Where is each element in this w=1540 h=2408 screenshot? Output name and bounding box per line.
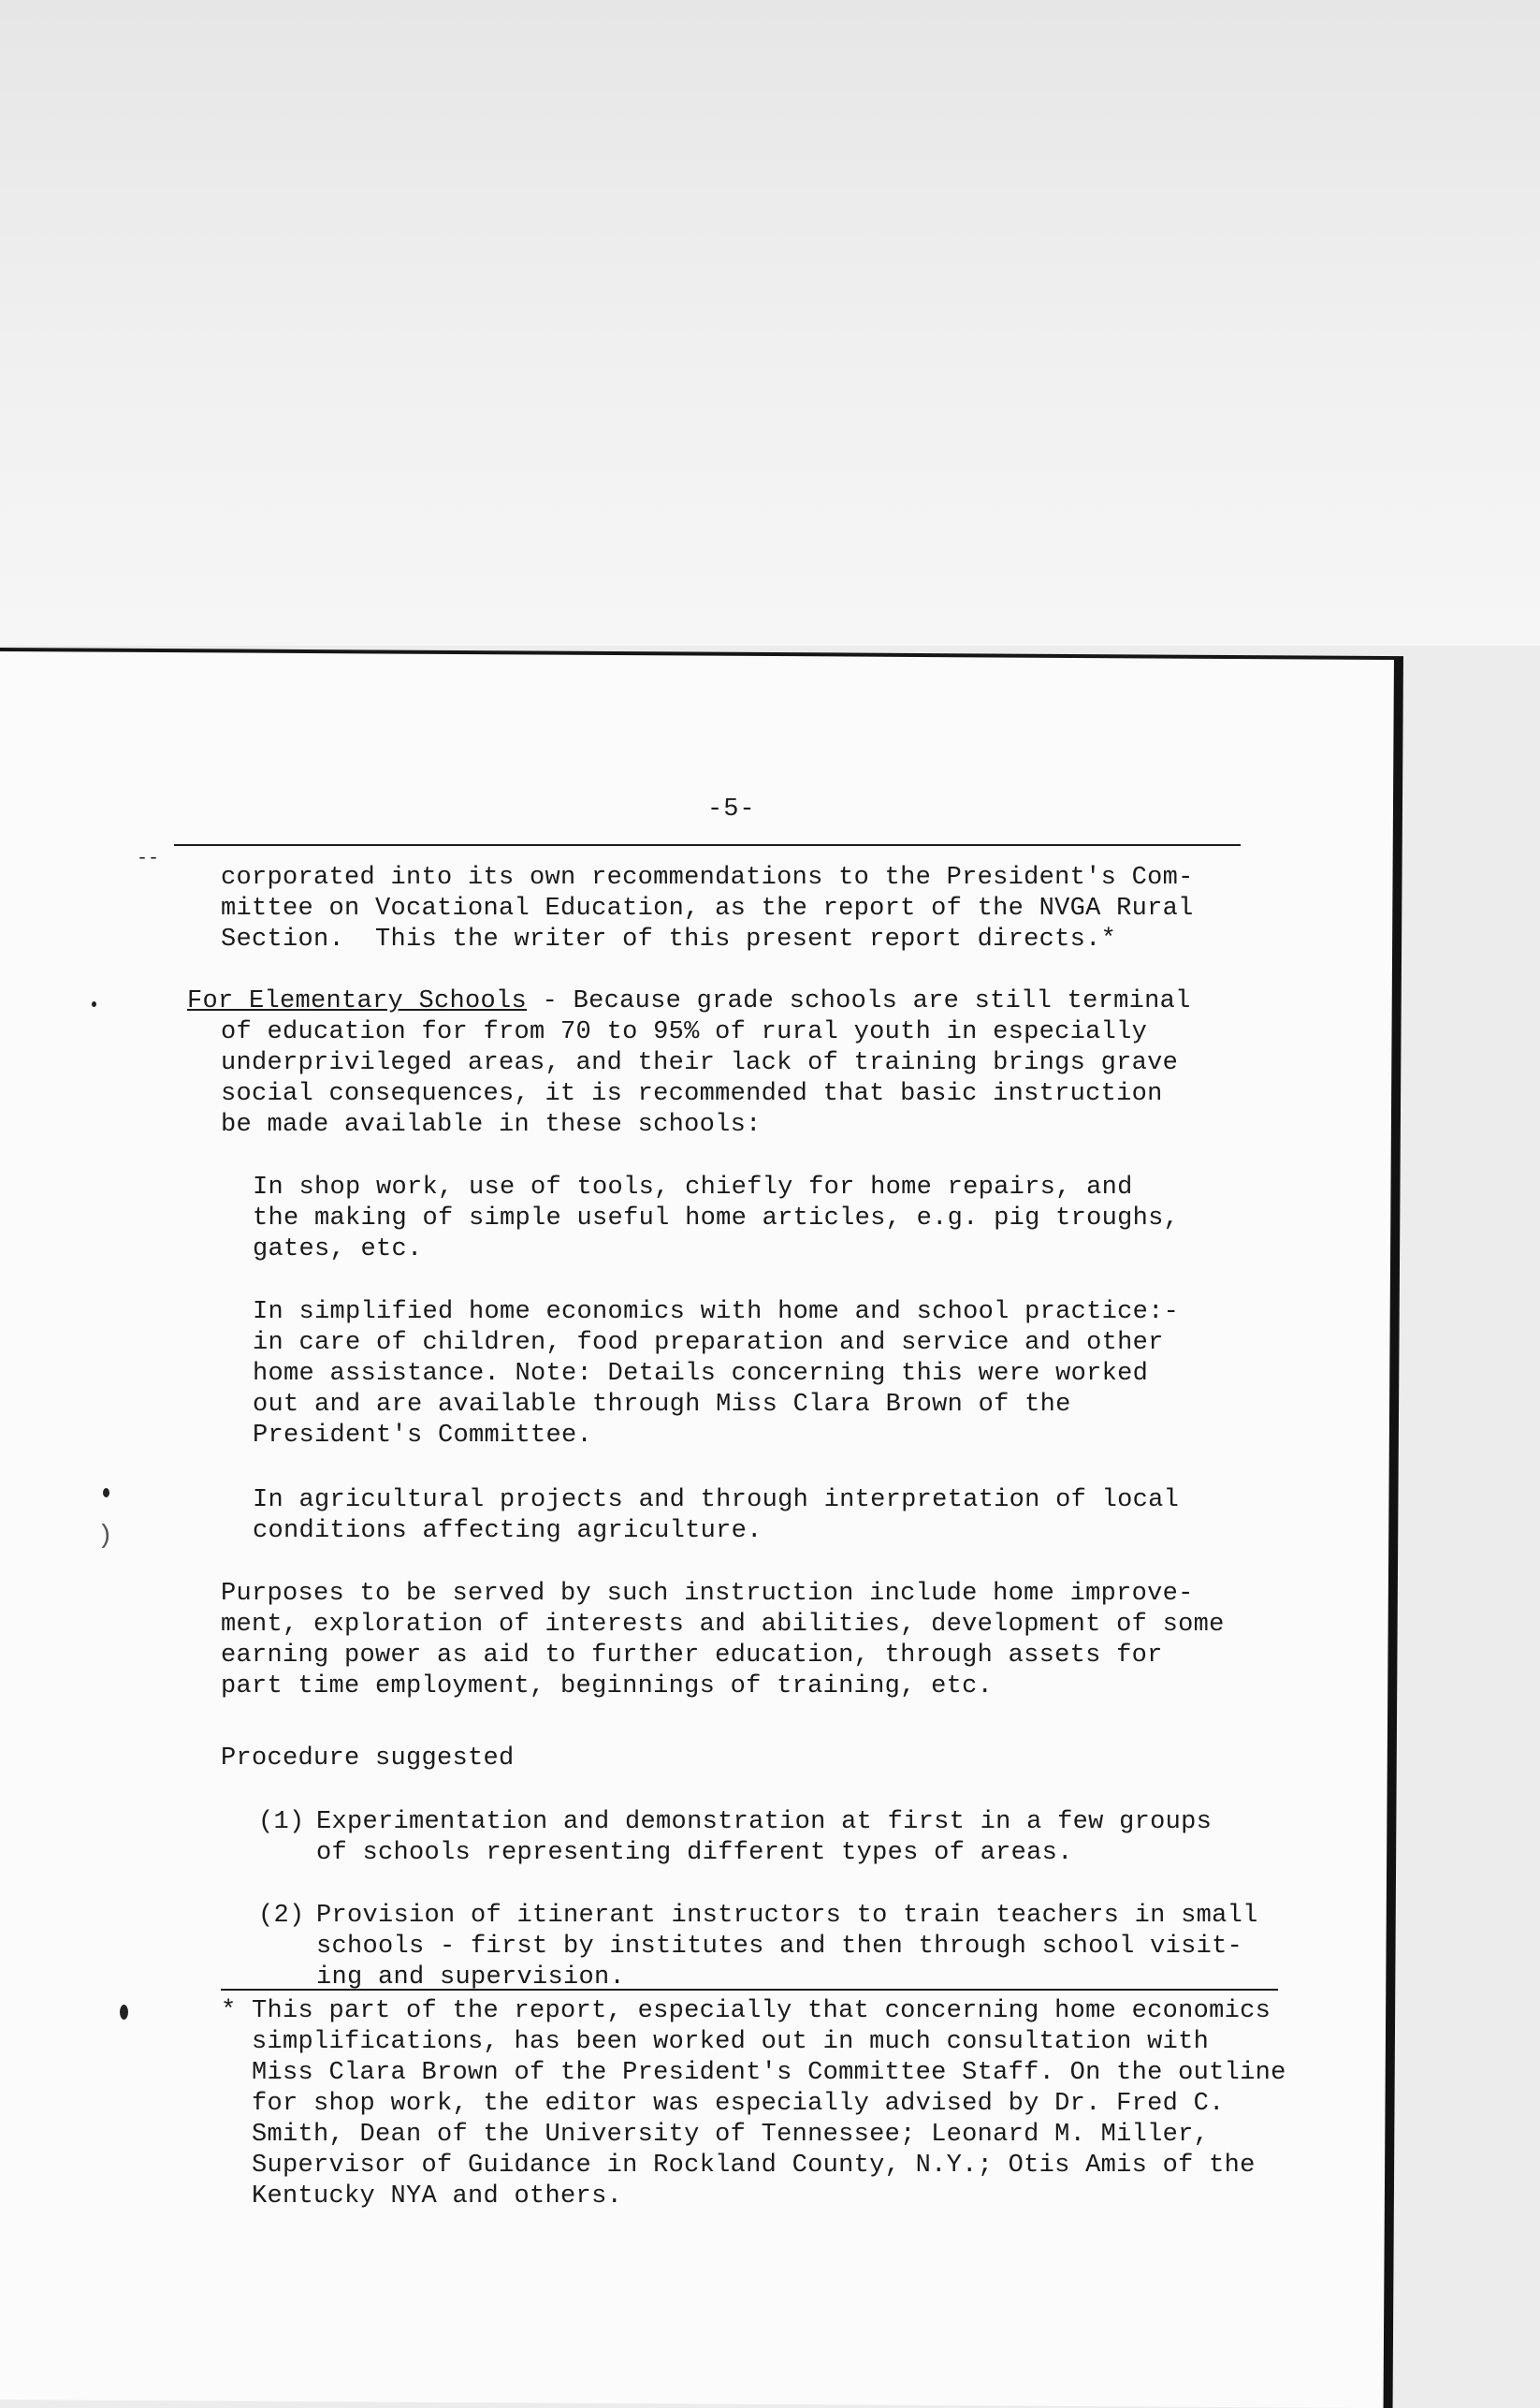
procedure-2-number: (2) <box>258 1902 305 1930</box>
elementary-line-3: underprivileged areas, and their lack of training brings grave <box>221 1049 1179 1077</box>
elementary-line-2: of education for from 70 to 95% of rural youth in especially <box>221 1018 1148 1046</box>
footnote-line-4: for shop work, the editor was especially advised by Dr. Fred C. <box>221 2090 1225 2118</box>
scan-mark: ) <box>97 1522 113 1551</box>
scan-speck <box>120 2005 128 2020</box>
elementary-line-5: be made available in these schools: <box>221 1111 762 1139</box>
purposes-line-1: Purposes to be served by such instruction include home improve- <box>221 1580 1194 1608</box>
continuation-line-1: corporated into its own recommendations to the President's Com- <box>221 864 1194 892</box>
procedure-1-number: (1) <box>258 1808 305 1836</box>
procedure-1-line-1: Experimentation and demonstration at first in a few groups <box>316 1808 1213 1836</box>
scan-speck <box>92 1001 96 1007</box>
scan-background <box>0 0 1540 646</box>
shop-work-line-3: gates, etc. <box>253 1235 423 1263</box>
elementary-first-line-rest: - Because grade schools are still terminal <box>527 987 1191 1015</box>
elementary-heading: For Elementary Schools <box>187 987 528 1015</box>
procedure-1-line-2: of schools representing different types of areas. <box>316 1839 1073 1867</box>
header-rule <box>174 844 1241 846</box>
footnote-line-5: Smith, Dean of the University of Tennessee; Leonard M. Miller, <box>221 2121 1210 2149</box>
procedure-2-line-2: schools - first by institutes and then through school visit- <box>316 1933 1243 1961</box>
purposes-line-2: ment, exploration of interests and abilities, development of some <box>221 1611 1225 1639</box>
purposes-line-4: part time employment, beginnings of training, etc. <box>221 1672 994 1700</box>
footnote-line-2: simplifications, has been worked out in much consultation with <box>221 2028 1210 2056</box>
shop-work-line-1: In shop work, use of tools, chiefly for home repairs, and <box>253 1174 1133 1202</box>
continuation-line-3: Section. This the writer of this present report directs.* <box>221 926 1117 954</box>
continuation-line-2: mittee on Vocational Education, as the report of the NVGA Rural <box>221 895 1194 923</box>
shop-work-line-2: the making of simple useful home articles, e.g. pig troughs, <box>253 1204 1180 1233</box>
elementary-line-1 <box>187 986 1191 1018</box>
home-economics-line-3: home assistance. Note: Details concerning this were worked <box>253 1360 1149 1388</box>
agriculture-line-2: conditions affecting agriculture. <box>253 1517 763 1545</box>
procedure-2-line-3: ing and supervision. <box>316 1963 626 1992</box>
home-economics-line-2: in care of children, food preparation and service and other <box>253 1329 1164 1357</box>
footnote-line-1: * This part of the report, especially that concerning home economics <box>221 1997 1271 2025</box>
purposes-line-3: earning power as aid to further education, through assets for <box>221 1642 1163 1670</box>
footnote-rule <box>221 1989 1278 1991</box>
procedure-heading: Procedure suggested <box>221 1744 515 1773</box>
scan-speck <box>103 1488 109 1497</box>
page-number: -5- <box>707 795 756 824</box>
procedure-2-line-1: Provision of itinerant instructors to train teachers in small <box>316 1902 1258 1930</box>
footnote-line-3: Miss Clara Brown of the President's Committee Staff. On the outline <box>221 2059 1286 2087</box>
home-economics-line-1: In simplified home economics with home and school practice:- <box>253 1298 1180 1326</box>
agriculture-line-1: In agricultural projects and through interpretation of local <box>253 1486 1180 1514</box>
elementary-line-4: social consequences, it is recommended that basic instruction <box>221 1080 1163 1108</box>
home-economics-line-4: out and are available through Miss Clara Brown of the <box>253 1391 1071 1419</box>
home-economics-line-5: President's Committee. <box>253 1422 593 1450</box>
header-mark: -- <box>137 848 160 869</box>
footnote-line-7: Kentucky NYA and others. <box>221 2182 623 2211</box>
footnote-line-6: Supervisor of Guidance in Rockland County, N.Y.; Otis Amis of the <box>221 2152 1256 2180</box>
